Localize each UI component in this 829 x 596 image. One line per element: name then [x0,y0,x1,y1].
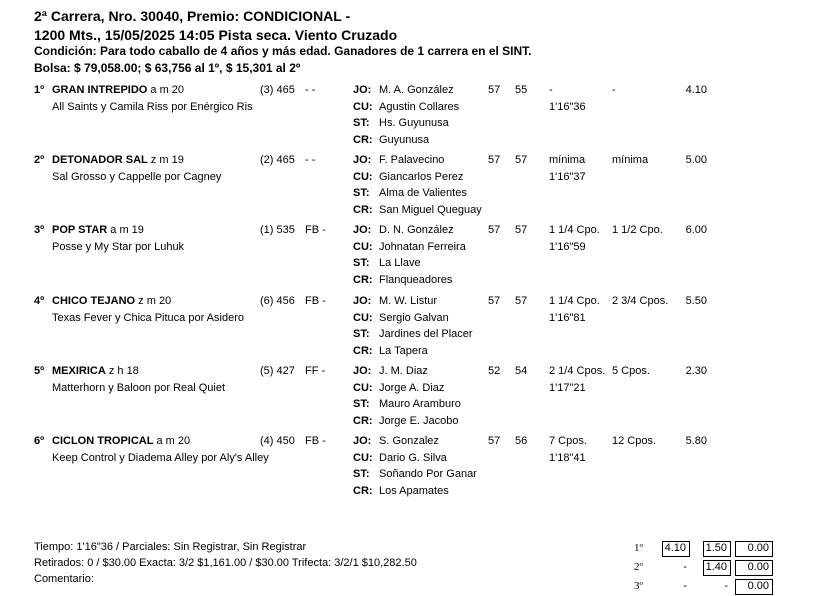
horse-name: CHICO TEJANO [52,295,136,307]
trainer: Sergio Galvan [379,312,449,324]
weight-assigned: 57 [488,295,501,307]
trainer: Giancarlos Perez [379,171,464,183]
horse-entry [52,154,184,167]
margin-behind-previous: 12 Cpos. [612,435,657,447]
equipment: FB - [305,295,326,307]
trainer: Jorge A. Diaz [379,382,445,394]
margin-behind-winner: 7 Cpos. [549,435,587,447]
equipment: FB - [305,224,326,236]
finish-position: 1º [34,84,45,96]
label-cr: CR: [353,274,373,286]
race-details: 1200 Mts., 15/05/2025 14:05 Pista seca. Viento Cruzado [34,27,398,43]
label-jo: JO: [353,365,372,377]
label-cu: CU: [353,312,373,324]
payout-position: 3º [634,580,643,592]
margin-behind-winner: mínima [549,154,586,166]
breeder: Guyunusa [379,134,430,146]
label-cr: CR: [353,204,373,216]
stud: Jardines del Placer [379,328,473,340]
odds: 2.30 [685,365,707,377]
horse-info: z m 20 [135,295,172,307]
horse-info: z h 18 [105,365,139,377]
label-cu: CU: [353,171,373,183]
jockey: J. M. Diaz [379,365,428,377]
horse-pedigree: Posse y My Star por Luhuk [52,241,185,253]
post-weight: (6) 456 [260,295,295,307]
post-weight: (3) 465 [260,84,295,96]
horse-info: a m 20 [153,435,191,447]
odds: 5.50 [685,295,707,307]
margin-behind-previous: 2 3/4 Cpos. [612,295,669,307]
horse-entry [52,295,171,308]
label-jo: JO: [353,435,372,447]
weight-assigned: 57 [488,224,501,236]
weight-carried: 55 [515,84,528,96]
label-cu: CU: [353,101,373,113]
breeder: Jorge E. Jacobo [379,415,459,427]
weight-assigned: 57 [488,84,501,96]
jockey: S. Gonzalez [379,435,439,447]
finish-time: 1'16"81 [549,312,586,324]
payout-position: 2º [634,561,643,573]
horse-entry [52,84,184,97]
stud: Alma de Valientes [379,187,467,199]
label-cu: CU: [353,382,373,394]
equipment: - - [305,154,316,166]
label-st: ST: [353,187,370,199]
breeder: San Miguel Queguay [379,204,482,216]
finish-position: 6º [34,435,45,447]
label-cr: CR: [353,134,373,146]
footer-time: Tiempo: 1'16"36 / Parciales: Sin Registrar, Sin Registrar [34,541,307,553]
weight-carried: 57 [515,154,528,166]
horse-name: GRAN INTREPIDO [52,84,148,96]
breeder: Flanqueadores [379,274,453,286]
breeder: La Tapera [379,345,428,357]
payout-value-b: - [724,580,728,592]
weight-carried: 56 [515,435,528,447]
stud: La Llave [379,257,421,269]
odds: 4.10 [685,84,707,96]
footer-comment: Comentario: [34,573,94,585]
margin-behind-previous: - [612,84,616,96]
post-weight: (1) 535 [260,224,295,236]
margin-behind-previous: mínima [612,154,649,166]
trainer: Agustin Collares [379,101,460,113]
horse-pedigree: Keep Control y Diadema Alley por Aly's Alley [52,452,269,464]
horse-name: MEXIRICA [52,365,106,377]
payout-value-b: 1.50 [703,541,731,557]
post-weight: (2) 465 [260,154,295,166]
label-st: ST: [353,468,370,480]
race-condition: Condición: Para todo caballo de 4 años y más edad. Ganadores de 1 carrera en el SINT. [34,44,532,58]
payout-value-c: 0.00 [735,560,773,576]
weight-carried: 57 [515,224,528,236]
jockey: M. A. González [379,84,454,96]
finish-position: 3º [34,224,45,236]
post-weight: (5) 427 [260,365,295,377]
payout-value-c: 0.00 [735,541,773,557]
margin-behind-winner: - [549,84,553,96]
label-cr: CR: [353,415,373,427]
horse-info: a m 19 [107,224,144,236]
horse-entry [52,365,139,378]
finish-time: 1'16"37 [549,171,586,183]
weight-assigned: 57 [488,435,501,447]
race-title: 2ª Carrera, Nro. 30040, Premio: CONDICIONAL - [34,8,351,24]
horse-name: DETONADOR SAL [52,154,148,166]
finish-time: 1'16"36 [549,101,586,113]
equipment: FF - [305,365,326,377]
margin-behind-winner: 1 1/4 Cpo. [549,224,600,236]
finish-position: 2º [34,154,45,166]
post-weight: (4) 450 [260,435,295,447]
payout-position: 1º [634,542,643,554]
label-cu: CU: [353,241,373,253]
horse-pedigree: Matterhorn y Baloon por Real Quiet [52,382,226,394]
odds: 5.00 [685,154,707,166]
jockey: D. N. González [379,224,454,236]
trainer: Dario G. Silva [379,452,447,464]
odds: 6.00 [685,224,707,236]
payout-value-b: 1.40 [703,560,731,576]
weight-assigned: 52 [488,365,501,377]
odds: 5.80 [685,435,707,447]
label-cr: CR: [353,345,373,357]
weight-carried: 54 [515,365,528,377]
finish-position: 5º [34,365,45,377]
label-jo: JO: [353,295,372,307]
footer-withdrawn: Retirados: 0 / $30.00 Exacta: 3/2 $1,161.00 / $30.00 Trifecta: 3/2/1 $10,282.50 [34,557,417,569]
stud: Mauro Aramburo [379,398,461,410]
horse-name: CICLON TROPICAL [52,435,154,447]
breeder: Los Apamates [379,485,449,497]
stud: Hs. Guyunusa [379,117,449,129]
margin-behind-previous: 5 Cpos. [612,365,650,377]
equipment: - - [305,84,316,96]
finish-time: 1'17"21 [549,382,586,394]
label-st: ST: [353,398,370,410]
horse-info: z m 19 [147,154,184,166]
label-jo: JO: [353,154,372,166]
payout-value-a: - [683,561,687,573]
race-purse: Bolsa: $ 79,058.00; $ 63,756 al 1º, $ 15,301 al 2º [34,61,301,75]
margin-behind-previous: 1 1/2 Cpo. [612,224,663,236]
weight-assigned: 57 [488,154,501,166]
finish-time: 1'18"41 [549,452,586,464]
margin-behind-winner: 2 1/4 Cpos. [549,365,606,377]
finish-time: 1'16"59 [549,241,586,253]
horse-name: POP STAR [52,224,108,236]
jockey: F. Palavecino [379,154,445,166]
horse-pedigree: Sal Grosso y Cappelle por Cagney [52,171,222,183]
equipment: FB - [305,435,326,447]
margin-behind-winner: 1 1/4 Cpo. [549,295,600,307]
label-cr: CR: [353,485,373,497]
label-st: ST: [353,117,370,129]
label-jo: JO: [353,84,372,96]
payout-value-a: - [683,580,687,592]
label-cu: CU: [353,452,373,464]
payout-value-c: 0.00 [735,579,773,595]
horse-entry [52,224,144,237]
horse-entry [52,435,190,448]
label-st: ST: [353,257,370,269]
horse-pedigree: All Saints y Camila Riss por Enérgico Ris [52,101,253,113]
horse-pedigree: Texas Fever y Chica Pituca por Asidero [52,312,244,324]
trainer: Johnatan Ferreira [379,241,466,253]
label-st: ST: [353,328,370,340]
label-jo: JO: [353,224,372,236]
horse-info: a m 20 [147,84,185,96]
payout-value-a: 4.10 [662,541,690,557]
weight-carried: 57 [515,295,528,307]
jockey: M. W. Listur [379,295,438,307]
finish-position: 4º [34,295,45,307]
stud: Soñando Por Ganar [379,468,477,480]
